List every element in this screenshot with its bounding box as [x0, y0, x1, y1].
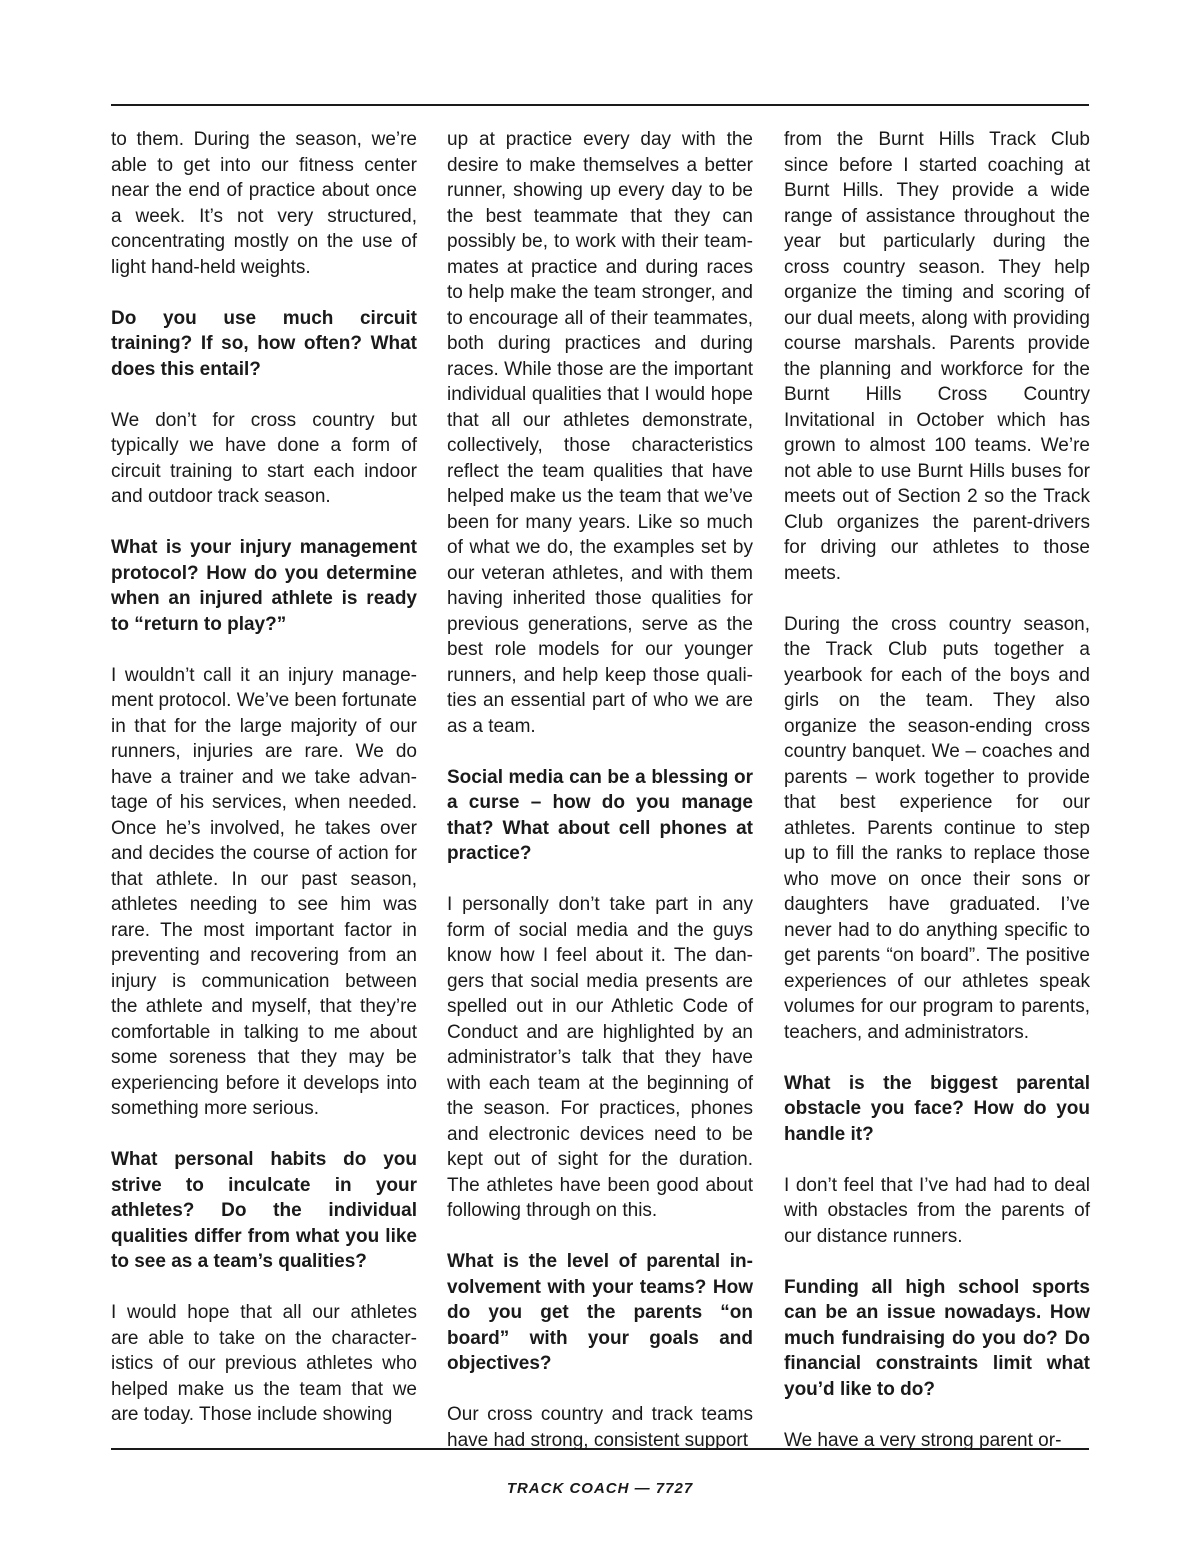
- question-heading: Social media can be a blessing or a curse – how do you manage that? What about cell phones at practice?: [447, 766, 753, 864]
- question-heading: Funding all high school sports can be an issue nowadays. How much fundraising do you do? Do financial constraints limit what you’d like to do?: [784, 1276, 1090, 1400]
- question-heading: Do you use much circuit training? If so, how often? What does this entail?: [111, 307, 417, 380]
- answer-paragraph: I wouldn’t call it an injury management protocol. We’ve been fortunate in that for the large majority of our runners, injuries are rare. We do have a trainer and we take advantage of his services, when needed. Once he’s involved, he takes over and decides the course of action for that athlete. In our past season, athletes needing to see him was rare. The most important factor in preventing and recovering from an injury is communication between the athlete and myself, that they’re comfortable in talking to me about some soreness that they may be experiencing before it develops into something more serious.: [111, 664, 417, 1119]
- question-heading: What is the level of parental involvement with your teams? How do you get the parents “on board” with your goals and objectives?: [447, 1251, 753, 1374]
- answer-paragraph: During the cross country season, the Track Club puts together a yearbook for each of the boys and girls on the team. They also organize the season-ending cross country banquet. We – coaches and parents – work together to provide that best experience for our athletes. Parents continue to step up to fill the ranks to replace those who move on once their sons or daughters have graduated. I’ve never had to do anything specific to get parents “on board”. The positive experiences of our athletes speak volumes for our program to parents, teachers, and administrators.: [784, 613, 1090, 1043]
- answer-paragraph: from the Burnt Hills Track Club since before I started coaching at Burnt Hills. They provide a wide range of assistance throughout the year but particularly during the cross country season. They help organize the timing and scoring of our dual meets, along with providing course marshals. Parents provide the planning and workforce for the Burnt Hills Cross Country Invitational in October which has grown to almost 100 teams. We’re not able to use Burnt Hills buses for meets out of Section 2 so the Track Club organizes the parent-drivers for driving our athletes to those meets.: [784, 129, 1090, 584]
- question-heading: What is your injury management protocol? How do you determine when an injured athlete is ready to “return to play?”: [111, 537, 417, 635]
- answer-paragraph: to them. During the season, we’re able to get into our fitness center near the end of practice about once a week. It’s not very structured, concentrating mostly on the use of light hand-held weights.: [111, 129, 417, 278]
- answer-paragraph: Our cross country and track teams have had strong, consistent support: [447, 1404, 753, 1451]
- column-3: [784, 127, 1090, 1453]
- answer-paragraph: We don’t for cross country but typically we have done a form of circuit training to start each indoor and outdoor track season.: [111, 409, 417, 507]
- bottom-rule: [111, 1448, 1089, 1450]
- top-rule: [111, 104, 1089, 106]
- page-footer: TRACK COACH — 7727: [506, 1480, 694, 1497]
- answer-paragraph: I would hope that all our athletes are able to take on the characteristics of our previous athletes who helped make us the team that we are today. Those include showing: [111, 1302, 417, 1425]
- question-heading: What personal habits do you strive to inculcate in your athletes? Do the individual qualities differ from what you like to see as a team’s qualities?: [111, 1149, 417, 1272]
- answer-paragraph: We have a very strong parent or-: [784, 1429, 1062, 1451]
- question-heading: What is the biggest parental obstacle you face? How do you handle it?: [784, 1072, 1090, 1145]
- column-1: [111, 127, 417, 1428]
- answer-paragraph: I personally don’t take part in any form of social media and the guys know how I feel about it. The dangers that social media presents are spelled out in our Athletic Code of Conduct and are highlighted by an administrator’s talk that they have with each team at the beginning of the season. For practices, phones and electronic devices need to be kept out of sight for the duration. The athletes have been good about following through on this.: [447, 894, 753, 1221]
- answer-paragraph: I don’t feel that I’ve had had to deal with obstacles from the parents of our distance runners.: [784, 1174, 1090, 1247]
- answer-paragraph: up at practice every day with the desire to make themselves a better runner, showing up every day to be the best teammate that they can possibly be, to work with their teammates at practice and during races to help make the team stronger, and to encourage all of their teammates, both during practices and during races. While those are the important individual qualities that I would hope that all our athletes demonstrate, collectively, those characteristics reflect the team qualities that have helped make us the team that we’ve been for many years. Like so much of what we do, the examples set by our veteran athletes, and with them having inherited those qualities for previous generations, serve as the best role models for our younger runners, and help keep those qualities an essential part of who we are as a team.: [447, 129, 753, 737]
- column-2: [447, 127, 753, 1453]
